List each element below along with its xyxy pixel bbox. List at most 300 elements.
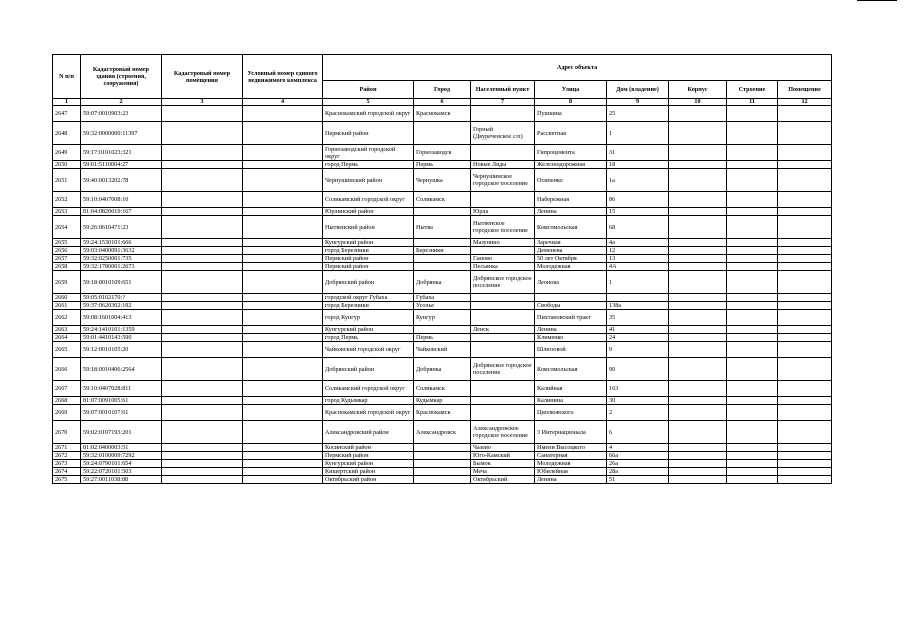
- district-cell: город Пермь: [323, 334, 414, 342]
- cad-room-cell: [162, 397, 243, 405]
- house-cell: 163: [607, 381, 669, 397]
- cad-building-cell: 59:12:0010105:20: [81, 342, 162, 358]
- cad-room-cell: [162, 444, 243, 452]
- house-cell: 1: [607, 271, 669, 294]
- conditional-number-cell: [243, 468, 323, 476]
- house-cell: 26а: [607, 460, 669, 468]
- cad-room-cell: [162, 255, 243, 263]
- street-cell: Калинина: [535, 397, 607, 405]
- stroenie-cell: [727, 122, 778, 145]
- street-cell: Леонова: [535, 271, 607, 294]
- street-cell: Санаторная: [535, 452, 607, 460]
- house-cell: 4А: [607, 263, 669, 271]
- house-cell: 1: [607, 122, 669, 145]
- district-cell: Горнозаводский городской округ: [323, 145, 414, 161]
- pomeshchenie-cell: [778, 122, 832, 145]
- header-conditional-number: Условный номер единого недвижимого комплекса: [243, 55, 323, 99]
- street-cell: Железнодорожная: [535, 161, 607, 169]
- table-row: [53, 263, 832, 271]
- conditional-number-cell: [243, 334, 323, 342]
- locality-cell: Добрянское городское поселение: [471, 271, 535, 294]
- conditional-number-cell: [243, 161, 323, 169]
- conditional-number-cell: [243, 476, 323, 484]
- row-number: 2664: [53, 334, 81, 342]
- column-number: 11: [727, 99, 778, 106]
- pomeshchenie-cell: [778, 161, 832, 169]
- house-cell: 24: [607, 334, 669, 342]
- korpus-cell: [669, 263, 727, 271]
- header-num: N п/п: [53, 55, 81, 99]
- city-cell: Краснокамск: [414, 106, 471, 122]
- district-cell: город Кунгур: [323, 310, 414, 326]
- district-cell: Юрлинский район: [323, 208, 414, 216]
- row-number: 2667: [53, 381, 81, 397]
- cad-building-cell: 59:18:0010109:651: [81, 271, 162, 294]
- cad-building-cell: 59:17:0101023:321: [81, 145, 162, 161]
- korpus-cell: [669, 239, 727, 247]
- stroenie-cell: [727, 302, 778, 310]
- street-cell: Свободы: [535, 302, 607, 310]
- stroenie-cell: [727, 468, 778, 476]
- pomeshchenie-cell: [778, 460, 832, 468]
- row-number: 2671: [53, 444, 81, 452]
- registry-page: [52, 54, 831, 484]
- stroenie-cell: [727, 263, 778, 271]
- city-cell: Губаха: [414, 294, 471, 302]
- house-cell: 28а: [607, 468, 669, 476]
- row-number: 2675: [53, 476, 81, 484]
- locality-cell: [471, 342, 535, 358]
- street-cell: Юбилейная: [535, 468, 607, 476]
- row-number: 2666: [53, 358, 81, 381]
- column-number: 6: [414, 99, 471, 106]
- stroenie-cell: [727, 405, 778, 421]
- district-cell: Добрянский район: [323, 358, 414, 381]
- cad-room-cell: [162, 452, 243, 460]
- city-cell: Кудымкар: [414, 397, 471, 405]
- cad-room-cell: [162, 106, 243, 122]
- city-cell: [414, 255, 471, 263]
- table-row: [53, 145, 832, 161]
- conditional-number-cell: [243, 106, 323, 122]
- locality-cell: Песьянка: [471, 263, 535, 271]
- house-cell: 15: [607, 208, 669, 216]
- city-cell: Чайковский: [414, 342, 471, 358]
- table-row: [53, 310, 832, 326]
- cad-building-cell: 59:26:0610471:23: [81, 216, 162, 239]
- house-cell: 86: [607, 192, 669, 208]
- column-number: 7: [471, 99, 535, 106]
- city-cell: [414, 326, 471, 334]
- district-cell: Чайковский городской округ: [323, 342, 414, 358]
- cad-room-cell: [162, 239, 243, 247]
- korpus-cell: [669, 326, 727, 334]
- locality-cell: Новые Ляды: [471, 161, 535, 169]
- stroenie-cell: [727, 208, 778, 216]
- cad-building-cell: 59:01:4410143:590: [81, 334, 162, 342]
- house-cell: 30: [607, 397, 669, 405]
- cad-room-cell: [162, 216, 243, 239]
- cad-room-cell: [162, 476, 243, 484]
- district-cell: Пермский район: [323, 263, 414, 271]
- row-number: 2647: [53, 106, 81, 122]
- table-row: [53, 421, 832, 444]
- locality-cell: [471, 294, 535, 302]
- locality-cell: [471, 302, 535, 310]
- street-cell: 3 Интернационала: [535, 421, 607, 444]
- district-cell: город Кудымкар: [323, 397, 414, 405]
- cad-room-cell: [162, 169, 243, 192]
- stroenie-cell: [727, 161, 778, 169]
- cad-building-cell: 59:24:0790101:654: [81, 460, 162, 468]
- stroenie-cell: [727, 216, 778, 239]
- district-cell: Октябрьский район: [323, 476, 414, 484]
- stroenie-cell: [727, 310, 778, 326]
- street-cell: Пушкина: [535, 106, 607, 122]
- street-cell: Набережная: [535, 192, 607, 208]
- locality-cell: Ленск: [471, 326, 535, 334]
- row-number: 2655: [53, 239, 81, 247]
- table-row: [53, 169, 832, 192]
- city-cell: Березники: [414, 247, 471, 255]
- korpus-cell: [669, 421, 727, 444]
- stroenie-cell: [727, 169, 778, 192]
- street-cell: Заречная: [535, 239, 607, 247]
- column-number: 3: [162, 99, 243, 106]
- district-cell: Пермский район: [323, 255, 414, 263]
- korpus-cell: [669, 294, 727, 302]
- stroenie-cell: [727, 145, 778, 161]
- city-cell: Краснокамск: [414, 405, 471, 421]
- cad-building-cell: 59:10:0407028:811: [81, 381, 162, 397]
- cad-room-cell: [162, 247, 243, 255]
- street-cell: Гипроцемента: [535, 145, 607, 161]
- cad-building-cell: 59:37:0620302:192: [81, 302, 162, 310]
- locality-cell: Меча: [471, 468, 535, 476]
- city-cell: [414, 460, 471, 468]
- pomeshchenie-cell: [778, 216, 832, 239]
- cad-building-cell: 59:18:0010406:2564: [81, 358, 162, 381]
- locality-cell: Чазево: [471, 444, 535, 452]
- pomeshchenie-cell: [778, 239, 832, 247]
- locality-cell: [471, 381, 535, 397]
- row-number: 2652: [53, 192, 81, 208]
- stroenie-cell: [727, 342, 778, 358]
- cad-building-cell: 59:03:0400091:3632: [81, 247, 162, 255]
- district-cell: городской округ Губаха: [323, 294, 414, 302]
- pomeshchenie-cell: [778, 421, 832, 444]
- cad-building-cell: 59:07:0010107:61: [81, 405, 162, 421]
- city-cell: Соликамск: [414, 192, 471, 208]
- locality-cell: Добрянское городское поселение: [471, 358, 535, 381]
- korpus-cell: [669, 334, 727, 342]
- cad-building-cell: 59:24:1410101:1359: [81, 326, 162, 334]
- table-row: [53, 334, 832, 342]
- table-row: [53, 106, 832, 122]
- table-row: [53, 216, 832, 239]
- conditional-number-cell: [243, 255, 323, 263]
- table-row: [53, 397, 832, 405]
- street-cell: Клименко: [535, 334, 607, 342]
- house-cell: 90: [607, 358, 669, 381]
- locality-cell: Чернушинское городское поселение: [471, 169, 535, 192]
- row-number: 2650: [53, 161, 81, 169]
- locality-cell: Мазунино: [471, 239, 535, 247]
- locality-cell: Александровское городское поселение: [471, 421, 535, 444]
- street-cell: Рассветная: [535, 122, 607, 145]
- header-cad-room: Кадастровый номер помещения: [162, 55, 243, 99]
- table-row: [53, 302, 832, 310]
- row-number: 2654: [53, 216, 81, 239]
- conditional-number-cell: [243, 192, 323, 208]
- corner-rule: [857, 0, 897, 1]
- row-number: 2674: [53, 468, 81, 476]
- cad-building-cell: 59:10:0407008:10: [81, 192, 162, 208]
- header-street: Улица: [535, 81, 607, 99]
- cad-building-cell: 59:32:0100009:7292: [81, 452, 162, 460]
- cad-room-cell: [162, 294, 243, 302]
- conditional-number-cell: [243, 326, 323, 334]
- conditional-number-cell: [243, 294, 323, 302]
- conditional-number-cell: [243, 444, 323, 452]
- korpus-cell: [669, 122, 727, 145]
- city-cell: Усолье: [414, 302, 471, 310]
- column-number: 2: [81, 99, 162, 106]
- conditional-number-cell: [243, 421, 323, 444]
- street-cell: Имени Высоцкого: [535, 444, 607, 452]
- cad-building-cell: 59:27:0011038:88: [81, 476, 162, 484]
- conditional-number-cell: [243, 310, 323, 326]
- street-cell: Комсомольская: [535, 216, 607, 239]
- row-number: 2657: [53, 255, 81, 263]
- table-row: [53, 271, 832, 294]
- locality-cell: [471, 405, 535, 421]
- stroenie-cell: [727, 247, 778, 255]
- district-cell: Добрянский район: [323, 271, 414, 294]
- locality-cell: Горный (Двуреченское с/п): [471, 122, 535, 145]
- locality-cell: Юрла: [471, 208, 535, 216]
- row-number: 2648: [53, 122, 81, 145]
- city-cell: [414, 122, 471, 145]
- cad-room-cell: [162, 405, 243, 421]
- column-number: 9: [607, 99, 669, 106]
- stroenie-cell: [727, 452, 778, 460]
- city-cell: [414, 208, 471, 216]
- district-cell: Косинский район: [323, 444, 414, 452]
- conditional-number-cell: [243, 302, 323, 310]
- cad-building-cell: 59:32:1780001:2673: [81, 263, 162, 271]
- house-cell: 66а: [607, 452, 669, 460]
- row-number: 2659: [53, 271, 81, 294]
- row-number: 2663: [53, 326, 81, 334]
- cad-room-cell: [162, 302, 243, 310]
- house-cell: 41: [607, 326, 669, 334]
- cad-room-cell: [162, 326, 243, 334]
- district-cell: город Березники: [323, 247, 414, 255]
- cad-building-cell: 59:08:1601004:413: [81, 310, 162, 326]
- district-cell: Соликамский городской округ: [323, 192, 414, 208]
- stroenie-cell: [727, 381, 778, 397]
- locality-cell: Гамово: [471, 255, 535, 263]
- table-row: [53, 452, 832, 460]
- korpus-cell: [669, 145, 727, 161]
- korpus-cell: [669, 405, 727, 421]
- table-row: [53, 444, 832, 452]
- korpus-cell: [669, 444, 727, 452]
- locality-cell: Октябрьский: [471, 476, 535, 484]
- korpus-cell: [669, 310, 727, 326]
- conditional-number-cell: [243, 169, 323, 192]
- table-row: [53, 476, 832, 484]
- row-number: 2673: [53, 460, 81, 468]
- street-cell: Молодежная: [535, 460, 607, 468]
- conditional-number-cell: [243, 397, 323, 405]
- pomeshchenie-cell: [778, 476, 832, 484]
- korpus-cell: [669, 247, 727, 255]
- pomeshchenie-cell: [778, 444, 832, 452]
- column-number: 8: [535, 99, 607, 106]
- stroenie-cell: [727, 271, 778, 294]
- pomeshchenie-cell: [778, 271, 832, 294]
- city-cell: Кунгур: [414, 310, 471, 326]
- conditional-number-cell: [243, 452, 323, 460]
- conditional-number-cell: [243, 208, 323, 216]
- pomeshchenie-cell: [778, 247, 832, 255]
- house-cell: 4а: [607, 239, 669, 247]
- pomeshchenie-cell: [778, 310, 832, 326]
- city-cell: Добрянка: [414, 358, 471, 381]
- house-cell: 6: [607, 421, 669, 444]
- house-cell: 2: [607, 405, 669, 421]
- row-number: 2656: [53, 247, 81, 255]
- cad-room-cell: [162, 310, 243, 326]
- stroenie-cell: [727, 106, 778, 122]
- pomeshchenie-cell: [778, 302, 832, 310]
- korpus-cell: [669, 216, 727, 239]
- locality-cell: [471, 145, 535, 161]
- conditional-number-cell: [243, 381, 323, 397]
- district-cell: Пермский район: [323, 122, 414, 145]
- stroenie-cell: [727, 239, 778, 247]
- korpus-cell: [669, 302, 727, 310]
- cad-room-cell: [162, 192, 243, 208]
- district-cell: Пермский район: [323, 452, 414, 460]
- pomeshchenie-cell: [778, 358, 832, 381]
- row-number: 2651: [53, 169, 81, 192]
- pomeshchenie-cell: [778, 192, 832, 208]
- district-cell: Краснокамский городской округ: [323, 405, 414, 421]
- district-cell: Кунгурский район: [323, 460, 414, 468]
- street-cell: 50 лет Октября: [535, 255, 607, 263]
- korpus-cell: [669, 192, 727, 208]
- table-row: [53, 161, 832, 169]
- city-cell: [414, 452, 471, 460]
- cad-room-cell: [162, 145, 243, 161]
- pomeshchenie-cell: [778, 255, 832, 263]
- column-number: 4: [243, 99, 323, 106]
- stroenie-cell: [727, 326, 778, 334]
- district-cell: Александровский район: [323, 421, 414, 444]
- row-number: 2649: [53, 145, 81, 161]
- pomeshchenie-cell: [778, 294, 832, 302]
- city-cell: Горнозаводск: [414, 145, 471, 161]
- stroenie-cell: [727, 192, 778, 208]
- pomeshchenie-cell: [778, 208, 832, 216]
- cad-building-cell: 59:24:1530101:666: [81, 239, 162, 247]
- table-row: [53, 405, 832, 421]
- locality-cell: [471, 334, 535, 342]
- locality-cell: [471, 247, 535, 255]
- column-number: 5: [323, 99, 414, 106]
- cad-room-cell: [162, 381, 243, 397]
- header-cad-building: Кадастровый номер здания (строения, сооружения): [81, 55, 162, 99]
- table-row: [53, 208, 832, 216]
- korpus-cell: [669, 358, 727, 381]
- table-body: [53, 106, 832, 484]
- stroenie-cell: [727, 358, 778, 381]
- korpus-cell: [669, 161, 727, 169]
- registry-table: [52, 54, 832, 484]
- locality-cell: [471, 106, 535, 122]
- conditional-number-cell: [243, 216, 323, 239]
- city-cell: Чернушка: [414, 169, 471, 192]
- table-row: [53, 294, 832, 302]
- house-cell: 31: [607, 145, 669, 161]
- table-row: [53, 460, 832, 468]
- cad-room-cell: [162, 358, 243, 381]
- row-number: 2660: [53, 294, 81, 302]
- header-stroenie: Строение: [727, 81, 778, 99]
- pomeshchenie-cell: [778, 452, 832, 460]
- cad-building-cell: 81:07:0091005:61: [81, 397, 162, 405]
- cad-room-cell: [162, 122, 243, 145]
- cad-room-cell: [162, 271, 243, 294]
- cad-building-cell: 59:02:0107193:201: [81, 421, 162, 444]
- city-cell: Нытва: [414, 216, 471, 239]
- cad-building-cell: 59:40:0013202:78: [81, 169, 162, 192]
- row-number: 2658: [53, 263, 81, 271]
- korpus-cell: [669, 342, 727, 358]
- column-number-row: [53, 99, 832, 106]
- locality-cell: [471, 310, 535, 326]
- row-number: 2662: [53, 310, 81, 326]
- stroenie-cell: [727, 421, 778, 444]
- conditional-number-cell: [243, 342, 323, 358]
- header-address: Адрес объекта: [323, 55, 832, 81]
- table-row: [53, 468, 832, 476]
- cad-building-cell: 59:07:0010903:23: [81, 106, 162, 122]
- column-number: 12: [778, 99, 832, 106]
- korpus-cell: [669, 381, 727, 397]
- cad-room-cell: [162, 421, 243, 444]
- pomeshchenie-cell: [778, 145, 832, 161]
- cad-building-cell: 81:04:0820019:167: [81, 208, 162, 216]
- cad-building-cell: 59:32:0000000:11397: [81, 122, 162, 145]
- house-cell: 35: [607, 310, 669, 326]
- row-number: 2653: [53, 208, 81, 216]
- table-row: [53, 381, 832, 397]
- district-cell: Соликамский городской округ: [323, 381, 414, 397]
- house-cell: 18: [607, 161, 669, 169]
- cad-room-cell: [162, 468, 243, 476]
- table-row: [53, 192, 832, 208]
- city-cell: [414, 476, 471, 484]
- pomeshchenie-cell: [778, 106, 832, 122]
- city-cell: [414, 444, 471, 452]
- cad-room-cell: [162, 208, 243, 216]
- table-row: [53, 326, 832, 334]
- korpus-cell: [669, 476, 727, 484]
